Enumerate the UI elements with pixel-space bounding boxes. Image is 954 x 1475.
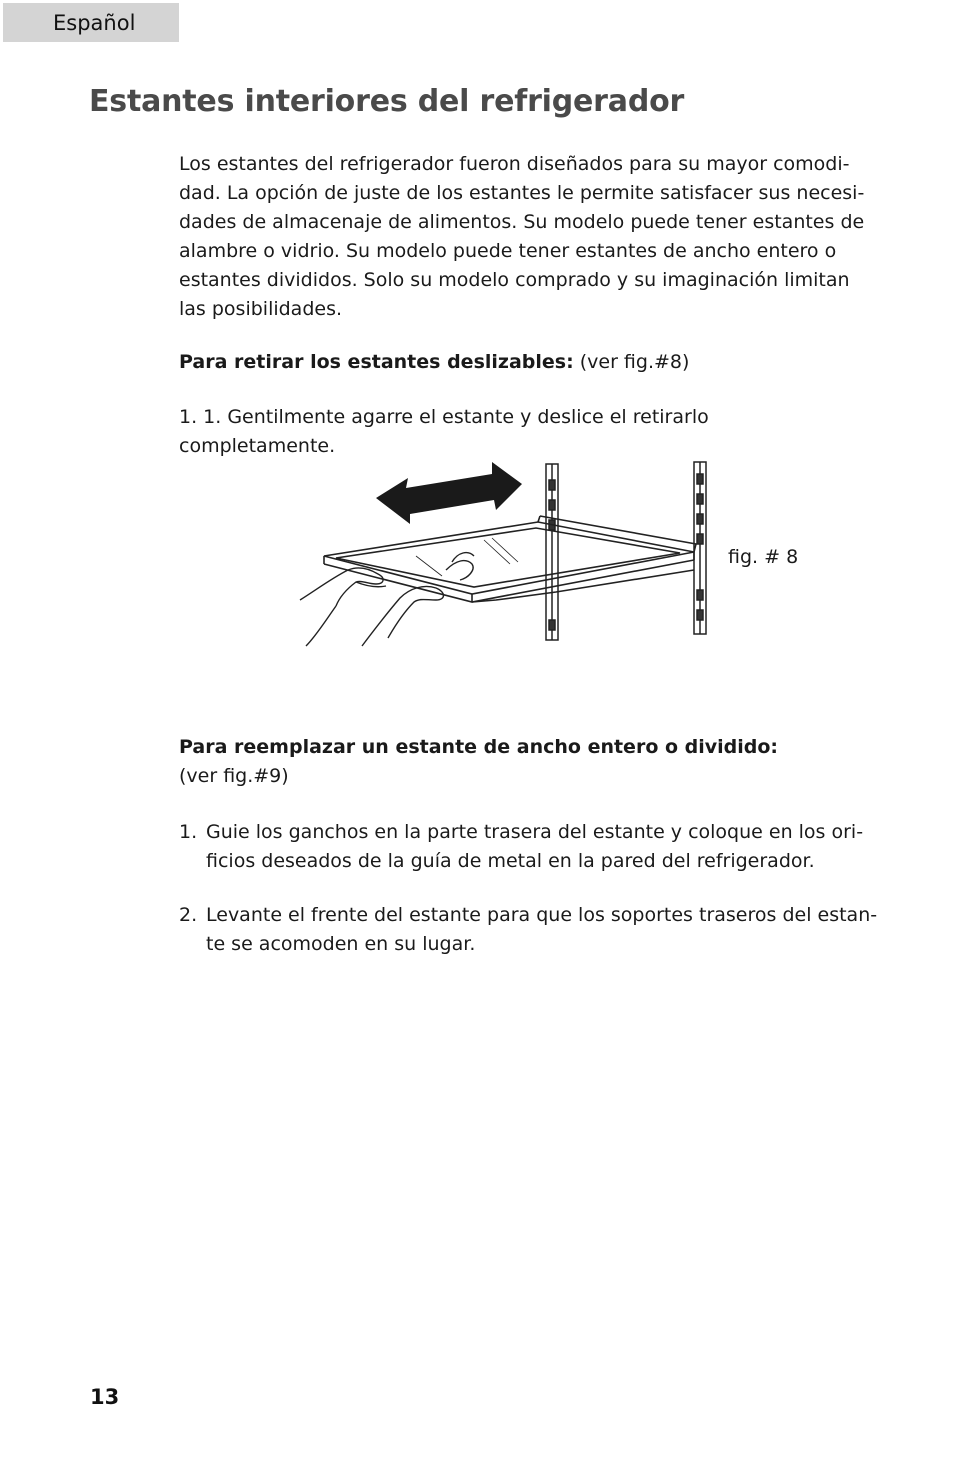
hands-icon (300, 553, 474, 646)
intro-line: dades de almacenaje de alimentos. Su modelo puede tener estantes de (179, 211, 865, 233)
step-number: 1. (179, 821, 198, 843)
page-number: 13 (90, 1385, 120, 1409)
replace-heading-text: Para reemplazar un estante de ancho entero o dividido: (179, 736, 779, 758)
step-text (206, 818, 863, 876)
double-arrow-icon (376, 462, 522, 524)
replace-figure-reference: (ver fig.#9) (179, 765, 289, 787)
step-line: Levante el frente del estante para que los soportes traseros del estan- (206, 904, 878, 926)
remove-step: 1. 1. Gentilmente agarre el estante y deslice el retirarlo completamente. (179, 406, 709, 457)
remove-shelves-heading (179, 348, 869, 377)
left-rail-icon (546, 464, 558, 640)
remove-figure-reference: (ver fig.#8) (579, 351, 690, 373)
step-text (206, 901, 877, 959)
replace-steps-list (179, 818, 878, 984)
list-item (179, 901, 878, 959)
intro-line: estantes divididos. Solo su modelo comprado y su imaginación limitan (179, 269, 850, 291)
intro-line: alambre o vidrio. Su modelo puede tener estantes de ancho entero o (179, 240, 837, 262)
list-item (179, 818, 869, 876)
language-tab: Español (3, 3, 179, 42)
shelf-removal-illustration (296, 460, 716, 650)
intro-paragraph (179, 150, 869, 324)
intro-line: Los estantes del refrigerador fueron diseñados para su mayor comodi- (179, 153, 850, 175)
intro-line: dad. La opción de juste de los estantes le permite satisfacer sus necesi- (179, 182, 865, 204)
step-line: ficios deseados de la guía de metal en la pared del refrigerador. (206, 850, 815, 872)
step-number: 2. (179, 904, 198, 926)
intro-line: las posibilidades. (179, 298, 343, 320)
shelf-icon (324, 516, 696, 602)
remove-heading-text: Para retirar los estantes deslizables: (179, 351, 574, 373)
page-title: Estantes interiores del refrigerador (89, 84, 685, 119)
step-line: Guie los ganchos en la parte trasera del estante y coloque en los ori- (206, 821, 864, 843)
figure-caption: fig. # 8 (728, 546, 799, 568)
replace-shelf-heading (179, 733, 869, 791)
step-line: te se acomoden en su lugar. (206, 933, 476, 955)
